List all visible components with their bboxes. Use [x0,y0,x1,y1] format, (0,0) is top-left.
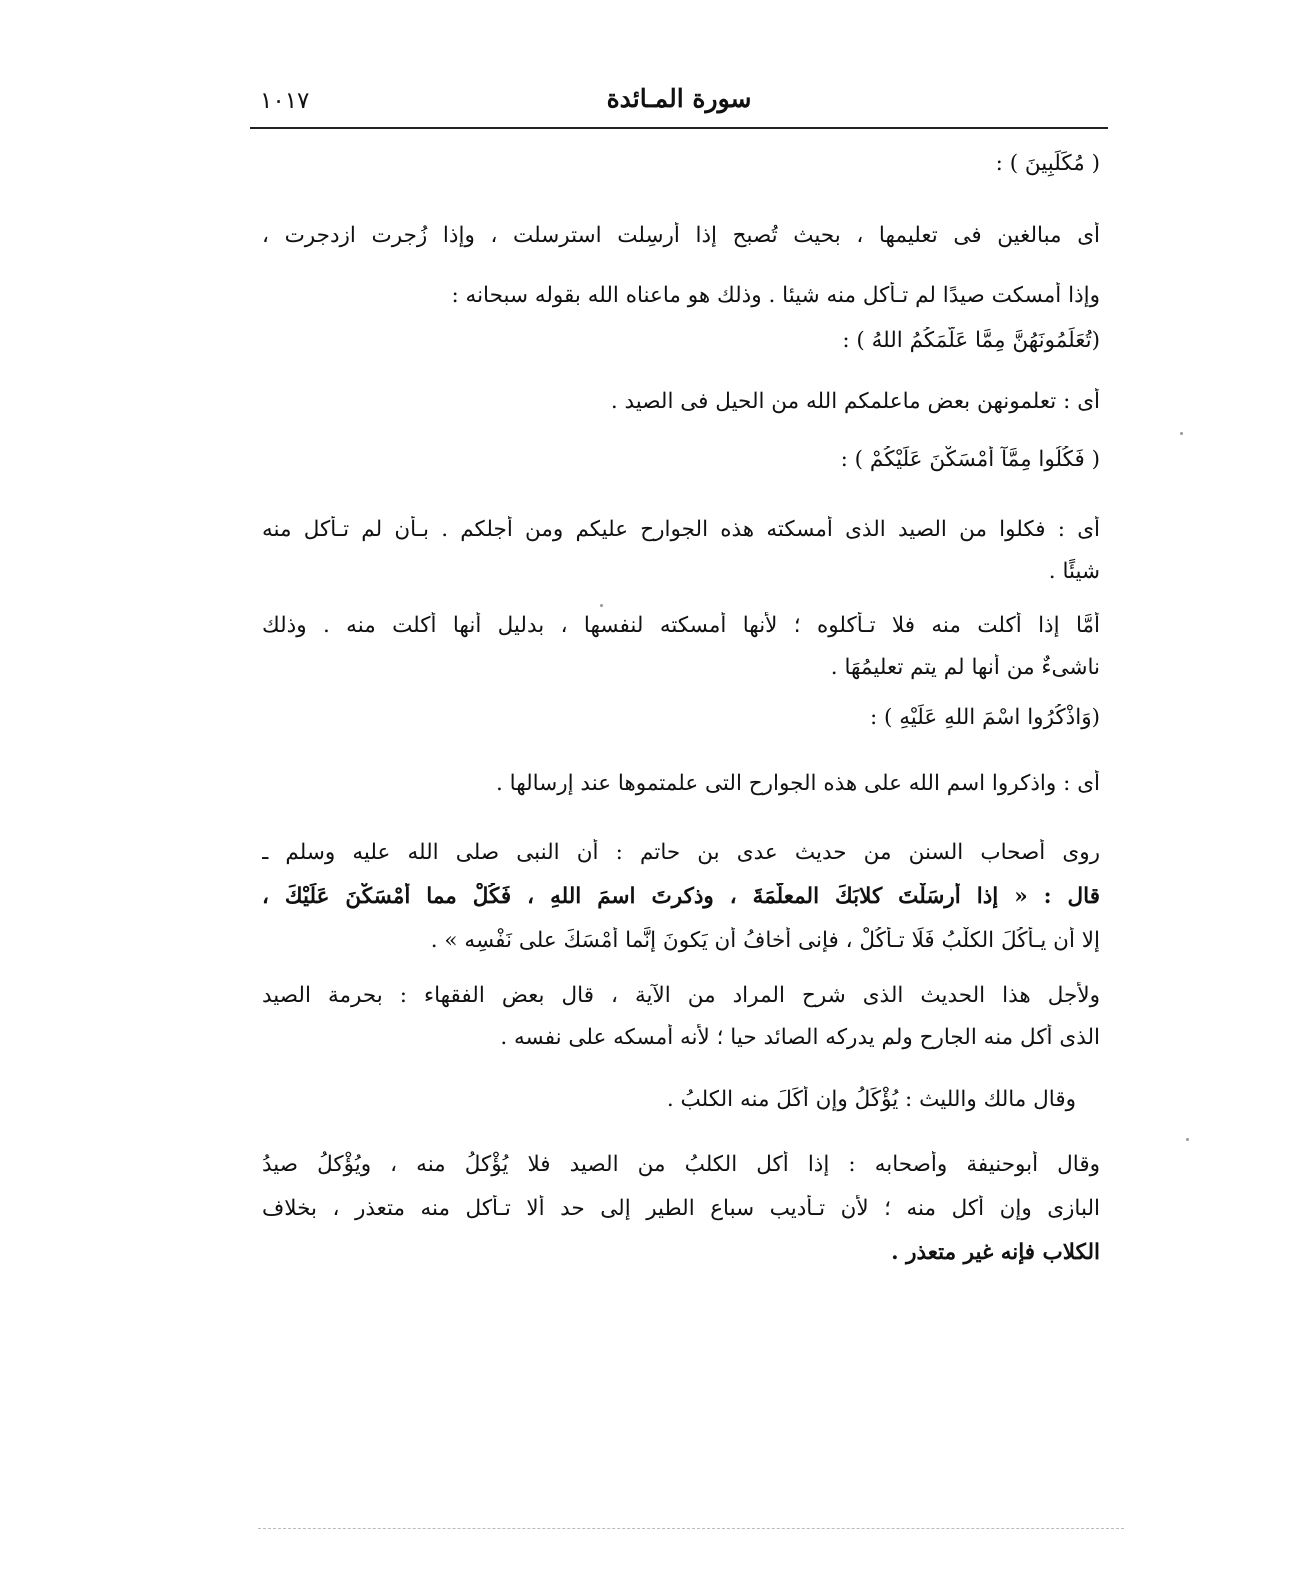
verse-heading-wadhkuru: (وَاذْكُرُوا اسْمَ اللهِ عَلَيْهِ ) : [869,705,1100,730]
page-number: ١٠١٧ [260,88,310,114]
paragraph-line: ناشىءٌ من أَنها لم يتم تعليمُهَا . [830,655,1100,680]
paragraph-line: شيئًا . [1048,559,1100,584]
page-header [250,82,1108,122]
bottom-scan-rule [258,1528,1124,1529]
paragraph-line: أى : تعلمونهن بعض ماعلمكم الله من الحيل فى الصيد . [610,389,1100,414]
paragraph-line: وقال أَبوحنيفة وأَصحابه : إذا أَكل الكلبُ من الصيد فلا يُؤْكلُ منه ، ويُؤْكلُ صيدُ [262,1152,1100,1177]
paragraph-line: الكلاب فإنه غير متعذر . [891,1240,1100,1265]
paragraph-line: الذى أَكل منه الجارح ولم يدركه الصائد حيا ؛ لأَنه أَمسكه على نفسه . [500,1025,1100,1050]
hadith-line: إلا أن يـأْكُلَ الكلْبُ فَلَا تـأْكُلْ ، فإنى أخافُ أَن يَكونَ إنَّما أَمْسَكَ على نَفْسِه » . [430,928,1100,953]
paragraph-line: ولأَجل هذا الحديث الذى شرح المراد من الآية ، قال بعض الفقهاء : بحرمة الصيد [262,983,1100,1008]
paragraph-line: وقال مالك والليث : يُؤْكَلُ وإن أَكَلَ منه الكلبُ . [666,1087,1076,1112]
paragraph-line: أى : فكلوا من الصيد الذى أَمسكته هذه الجوارح عليكم ومن أَجلكم . بـأَن لم تـأْكل منه [262,517,1100,542]
running-title: سورة المـائدة [606,84,752,113]
verse-heading-fakulu: ( فَكُلُوا مِمَّآ أَمْسَكْنَ عَلَيْكُمْ ) : [840,447,1100,472]
paragraph-line: وإذا أَمسكت صيدًا لم تـأْكل منه شيئا . وذلك هو ماعناه الله بقوله سبحانه : [451,283,1100,308]
verse-heading-tuallimunahunna: (تُعَلِّمُونَهُنَّ مِمَّا عَلَّمَكُمُ اللهُ ) : [842,328,1100,353]
paragraph-line: أَمَّا إذا أَكلت منه فلا تـأْكلوه ؛ لأَنها أَمسكته لنفسها ، بدليل أَنها أَكلت منه . وذلك [262,613,1100,638]
paragraph-line: أى مبالغين فى تعليمها ، بحيث تُصبح إذا أُرسِلت استرسلت ، وإذا زُجرت ازدجرت ، [262,223,1100,248]
body-text [262,150,1100,1267]
scan-speck [1180,432,1183,435]
verse-heading-mukallibin: ( مُكَلِّبِينَ ) : [995,151,1100,176]
hadith-line: قال : « إذا أَرسَلْتَ كلابَكَ المعلَّمَةَ ، وذكرتَ اسمَ اللهِ ، فَكُلْ مما أَمْسَكْنَ عَلَيْكَ ، [262,884,1100,909]
scan-speck [1186,1138,1189,1141]
header-rule [250,127,1108,129]
paragraph-line: روى أَصحاب السنن من حديث عدى بن حاتم : أَن النبى صلى الله عليه وسلم ـ [262,840,1100,865]
paragraph-line: أى : واذكروا اسم الله على هذه الجوارح التى علمتموها عند إرسالها . [496,771,1100,796]
scan-speck [600,604,603,607]
paragraph-line: البازى وإن أَكل منه ؛ لأَن تـأْديب سباع الطير إلى حد أَلا تـأْكل منه متعذر ، بخلاف [262,1196,1100,1221]
